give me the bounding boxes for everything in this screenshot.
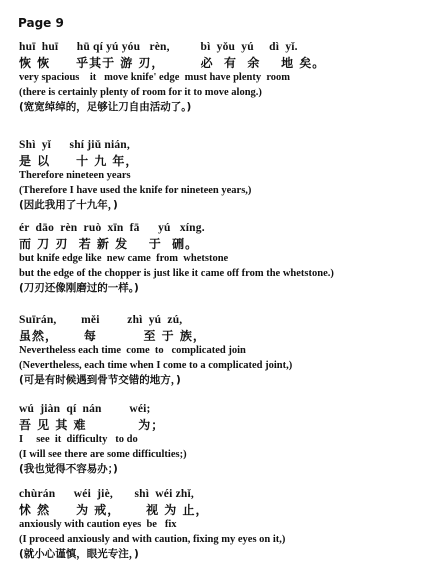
english-translation-line: (Nevertheless, each time when I come to a complicated joint,) <box>19 360 293 371</box>
modern-chinese-line: (可是有时候遇到骨节交错的地方，) <box>19 374 181 386</box>
word-gloss-line: Therefore nineteen years <box>19 170 131 181</box>
word-gloss-line: but knife edge like new came from whetstone <box>19 253 229 264</box>
stanza-3 <box>19 222 419 297</box>
stanza-6 <box>19 488 419 563</box>
english-translation-line: but the edge of the chopper is just like it came off from the whetstone.) <box>19 268 334 279</box>
chinese-text-line: 吾 见 其 难 为； <box>19 418 165 432</box>
stanza-2 <box>19 139 419 214</box>
pinyin-line: Suīrán, měi zhì yú zú, <box>19 314 183 326</box>
modern-chinese-line: (就小心谨慎，眼光专注，) <box>19 548 139 560</box>
stanza-1 <box>19 41 419 116</box>
english-translation-line: (Therefore I have used the knife for nineteen years,) <box>19 185 252 196</box>
stanza-4 <box>19 314 419 389</box>
word-gloss-line: very spacious it move knife' edge must have plenty room <box>19 72 291 83</box>
modern-chinese-line: (我也觉得不容易办；) <box>19 463 118 475</box>
page-number-label: Page 9 <box>18 16 64 30</box>
word-gloss-line: anxiously with caution eyes be fix <box>19 519 177 530</box>
pinyin-line: huī huī hū qí yú yóu rèn, bì yǒu yú dì yǐ. <box>19 41 298 53</box>
pinyin-line: wú jiàn qí nán wéi; <box>19 403 151 415</box>
pinyin-line: ér dāo rèn ruò xīn fā yú xíng. <box>19 222 205 234</box>
chinese-text-line: 是 以 十 九 年， <box>19 154 139 168</box>
pinyin-line: chùrán wéi jiè, shì wéi zhǐ, <box>19 488 194 500</box>
modern-chinese-line: (刀刃还像刚磨过的一样。) <box>19 282 139 294</box>
english-translation-line: (I will see there are some difficulties;) <box>19 449 187 460</box>
chinese-text-line: 而 刀 刃 若 新 发 于 硎。 <box>19 237 199 251</box>
english-translation-line: (there is certainly plenty of room for it to move along.) <box>19 87 262 98</box>
chinese-text-line: 虽然， 每 至 于 族， <box>19 329 206 343</box>
word-gloss-line: I see it difficulty to do <box>19 434 138 445</box>
modern-chinese-line: (因此我用了十九年，) <box>19 199 118 211</box>
modern-chinese-line: (宽宽绰绰的，足够让刀自由活动了。) <box>19 101 192 113</box>
pinyin-line: Shì yǐ shí jiǔ nián, <box>19 139 130 151</box>
chinese-text-line: 恢 恢 乎其于 游 刃， 必 有 余 地 矣。 <box>19 56 326 70</box>
stanza-5 <box>19 403 419 478</box>
chinese-text-line: 怵 然 为 戒， 视 为 止， <box>19 503 209 517</box>
english-translation-line: (I proceed anxiously and with caution, fixing my eyes on it,) <box>19 534 286 545</box>
word-gloss-line: Nevertheless each time come to complicated join <box>19 345 246 356</box>
